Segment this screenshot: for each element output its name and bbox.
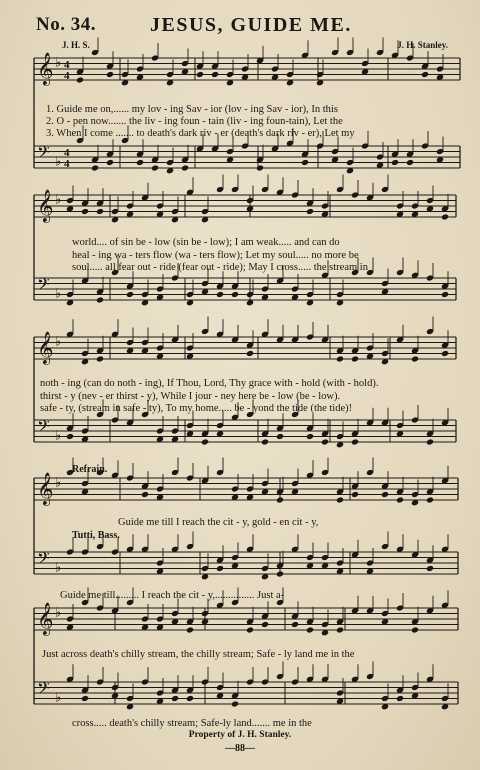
flat-sign: ♭	[55, 154, 62, 170]
note-head	[306, 433, 314, 440]
composer-credit: J. H. Stanley.	[397, 40, 448, 50]
treble-clef: 𝄞	[37, 189, 54, 222]
property-notice: Property of J. H. Stanley.	[188, 730, 292, 740]
bass-clef: 𝄢	[37, 678, 50, 702]
note-head	[136, 159, 144, 166]
note-head	[246, 626, 254, 633]
treble-clef: 𝄞	[37, 472, 54, 505]
note-head	[276, 570, 284, 577]
note-head	[426, 438, 434, 445]
hymn-title: JESUS, GUIDE ME.	[150, 14, 352, 36]
note-head	[426, 496, 434, 503]
note-head	[106, 71, 114, 78]
note-head	[181, 164, 189, 171]
treble-clef: 𝄞	[37, 602, 54, 635]
note-head	[256, 164, 264, 171]
note-head	[81, 695, 89, 702]
flat-sign: ♭	[55, 605, 62, 621]
note-head	[186, 695, 194, 702]
time-signature-numerator: 4	[64, 59, 70, 71]
note-head	[96, 208, 104, 215]
bass-clef: 𝄢	[37, 416, 50, 440]
time-signature-denominator: 4	[64, 158, 70, 170]
note-head	[411, 355, 419, 362]
note-head	[151, 164, 159, 171]
note-head	[106, 159, 114, 166]
note-head	[276, 496, 284, 503]
note-head	[426, 565, 434, 572]
note-head	[186, 626, 194, 633]
time-signature-denominator: 4	[64, 70, 70, 82]
note-head	[351, 438, 359, 445]
note-head	[216, 565, 224, 572]
note-head	[321, 438, 329, 445]
note-head	[306, 208, 314, 215]
flat-sign: ♭	[55, 286, 62, 302]
note-head	[261, 621, 269, 628]
note-head	[171, 695, 179, 702]
note-head	[441, 213, 449, 220]
bass-clef: 𝄢	[37, 274, 50, 298]
note-head	[261, 438, 269, 445]
note-head	[96, 355, 104, 362]
note-head	[216, 291, 224, 298]
tutti-bass-label: Tutti, Bass.	[72, 530, 120, 541]
note-head	[66, 433, 74, 440]
note-head	[396, 695, 404, 702]
note-head	[421, 71, 429, 78]
note-head	[81, 208, 89, 215]
note-head	[336, 355, 344, 362]
note-head	[351, 355, 359, 362]
flat-sign: ♭	[55, 55, 62, 71]
note-head	[91, 164, 99, 171]
hymn-number: No. 34.	[36, 14, 96, 35]
note-head	[76, 76, 84, 83]
note-head	[141, 491, 149, 498]
note-head	[336, 626, 344, 633]
note-head	[211, 71, 219, 78]
flat-sign: ♭	[55, 475, 62, 491]
note-head	[301, 159, 309, 166]
note-head	[201, 438, 209, 445]
note-head	[441, 291, 449, 298]
flat-sign: ♭	[55, 690, 62, 706]
note-head	[351, 491, 359, 498]
note-head	[306, 626, 314, 633]
flat-sign: ♭	[55, 560, 62, 576]
note-head	[441, 350, 449, 357]
flat-sign: ♭	[55, 192, 62, 208]
note-head	[246, 350, 254, 357]
note-head	[396, 496, 404, 503]
treble-clef: 𝄞	[37, 52, 54, 85]
note-head	[96, 296, 104, 303]
note-head	[126, 291, 134, 298]
note-head	[231, 291, 239, 298]
note-head	[231, 700, 239, 707]
note-head	[336, 496, 344, 503]
note-head	[411, 626, 419, 633]
note-head	[391, 159, 399, 166]
treble-clef: 𝄞	[37, 331, 54, 364]
note-head	[291, 621, 299, 628]
note-head	[276, 433, 284, 440]
flat-sign: ♭	[55, 334, 62, 350]
hymn-page: No. 34. JESUS, GUIDE ME. J. H. S. J. H. Stanley. 𝄞 ♭ 4 4 𝄢 ♭ 4 4 𝄞 ♭ 𝄢 ♭ 𝄞 ♭ 𝄢 ♭ 𝄞 ♭ 𝄢 ♭ 𝄞 ♭ 𝄢 ♭ 1. Guide me on,...... my lov - ing Sav - ior (lov - ing Sav - ior), In this 2. O - pen now....... the liv - ing foun - tain (liv - ing foun-tain), Let the 3. When I come ....... to death's dark riv - er (death's dark riv - er), Let my world.... of sin be - low (sin be - low); I am weak..... and can do heal - ing wa - ters flow (wa - ters flow); Let my soul..... no more be soul..... all fear out - ride (fear out - ride); May I cross..... the stream in noth - ing (can do noth - ing), If Thou, Lord, Thy grace with - hold (with - hold). thirst - y (nev - er thirst - y), While I jour - ney here be - low (be - low). safe - ty, (stream in safe - ty), To my home..... be - yond the tide (the tide)! Refrain. Guide me till I reach the cit - y, gold - en cit - y, Tutti, Bass. Guide me till......... I reach the cit - y,............... Just a- Just across death's chilly stream, the chilly stream; Safe - ly land me in the cross..... death's chilly stream; Safe-ly land....... me in the Property of J. H. Stanley. —88—	[0, 0, 480, 770]
bass-clef: 𝄢	[37, 548, 50, 572]
flat-sign: ♭	[55, 428, 62, 444]
refrain-label: Refrain.	[72, 464, 108, 475]
note-head	[196, 71, 204, 78]
note-head	[381, 491, 389, 498]
note-head	[406, 159, 414, 166]
lyricist-credit: J. H. S.	[62, 40, 90, 50]
page-number: —88—	[225, 743, 255, 754]
bass-clef: 𝄢	[37, 142, 50, 166]
time-signature-numerator: 4	[64, 147, 70, 159]
